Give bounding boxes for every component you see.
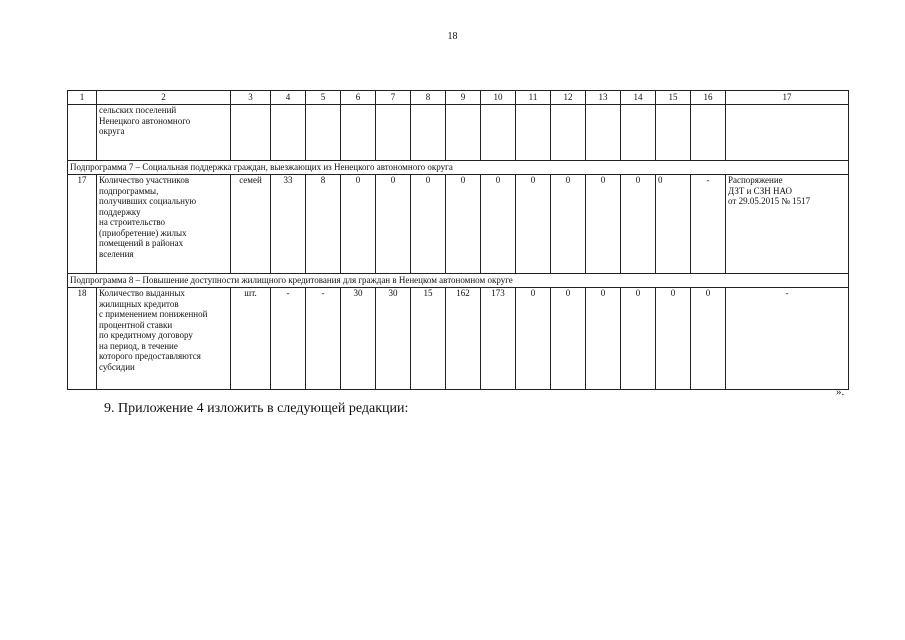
value-cell: 0 [376, 175, 411, 274]
value-cell [446, 105, 481, 161]
value-cell: 30 [341, 288, 376, 390]
value-cell: - [691, 175, 726, 274]
value-cell [376, 105, 411, 161]
value-cell: 0 [656, 175, 691, 274]
value-cell [656, 105, 691, 161]
header-cell: 8 [411, 91, 446, 105]
header-cell: 13 [586, 91, 621, 105]
indicator-name-cell: Количество участников подпрограммы, получивших социальную поддержку на строительство (приобретение) жилых помещений в районах вселения [97, 175, 231, 274]
header-cell: 17 [726, 91, 849, 105]
header-cell: 5 [306, 91, 341, 105]
value-cell [271, 105, 306, 161]
value-cell: 0 [656, 288, 691, 390]
value-cell [306, 105, 341, 161]
unit-cell [231, 105, 271, 161]
header-cell: 4 [271, 91, 306, 105]
value-cell: 0 [621, 175, 656, 274]
value-cell: 162 [446, 288, 481, 390]
value-cell: 0 [691, 288, 726, 390]
subprogram-row [68, 161, 849, 175]
closing-quote-mark: ». [836, 386, 845, 398]
header-cell: 12 [551, 91, 586, 105]
value-cell: 33 [271, 175, 306, 274]
value-cell: 0 [551, 175, 586, 274]
value-cell [341, 105, 376, 161]
value-cell [586, 105, 621, 161]
subprogram-row [68, 274, 849, 288]
subprogram-title: Подпрограмма 7 – Социальная поддержка граждан, выезжающих из Ненецкого автономного округа [68, 161, 849, 175]
value-cell: 173 [481, 288, 516, 390]
value-cell: - [306, 288, 341, 390]
header-cell: 1 [68, 91, 97, 105]
value-cell [481, 105, 516, 161]
value-cell: 0 [516, 288, 551, 390]
num-cell: 18 [68, 288, 97, 390]
amendment-paragraph: 9. Приложение 4 изложить в следующей редакции: [104, 401, 409, 416]
value-cell [551, 105, 586, 161]
value-cell: 0 [621, 288, 656, 390]
note-cell [726, 105, 849, 161]
note-cell: - [726, 288, 849, 390]
table-row [68, 105, 849, 161]
value-cell: 0 [341, 175, 376, 274]
unit-cell: шт. [231, 288, 271, 390]
value-cell: 0 [446, 175, 481, 274]
header-cell: 10 [481, 91, 516, 105]
num-cell [68, 105, 97, 161]
table-row [68, 175, 849, 274]
table-row [68, 288, 849, 390]
indicator-name-cell: Количество выданных жилищных кредитов с применением пониженной процентной ставки по кредитному договору на период, в течение которого предоставляются субсидии [97, 288, 231, 390]
value-cell: 8 [306, 175, 341, 274]
unit-cell: семей [231, 175, 271, 274]
header-cell: 16 [691, 91, 726, 105]
table-header-row [68, 91, 849, 105]
value-cell: 0 [481, 175, 516, 274]
value-cell: - [271, 288, 306, 390]
value-cell: 15 [411, 288, 446, 390]
value-cell: 0 [586, 175, 621, 274]
note-cell: Распоряжение ДЗТ и СЗН НАО от 29.05.2015 № 1517 [726, 175, 849, 274]
value-cell: 0 [551, 288, 586, 390]
header-cell: 11 [516, 91, 551, 105]
value-cell: 0 [411, 175, 446, 274]
header-cell: 3 [231, 91, 271, 105]
indicator-name-cell: сельских поселений Ненецкого автономного округа [97, 105, 231, 161]
value-cell: 30 [376, 288, 411, 390]
value-cell [691, 105, 726, 161]
value-cell [411, 105, 446, 161]
value-cell: 0 [586, 288, 621, 390]
header-cell: 6 [341, 91, 376, 105]
header-cell: 15 [656, 91, 691, 105]
header-cell: 14 [621, 91, 656, 105]
header-cell: 9 [446, 91, 481, 105]
num-cell: 17 [68, 175, 97, 274]
value-cell [516, 105, 551, 161]
page-number: 18 [447, 31, 458, 42]
header-cell: 7 [376, 91, 411, 105]
subprogram-title: Подпрограмма 8 – Повышение доступности жилищного кредитования для граждан в Ненецком автономном округе [68, 274, 849, 288]
value-cell [621, 105, 656, 161]
value-cell: 0 [516, 175, 551, 274]
header-cell: 2 [97, 91, 231, 105]
indicators-table [67, 90, 849, 390]
